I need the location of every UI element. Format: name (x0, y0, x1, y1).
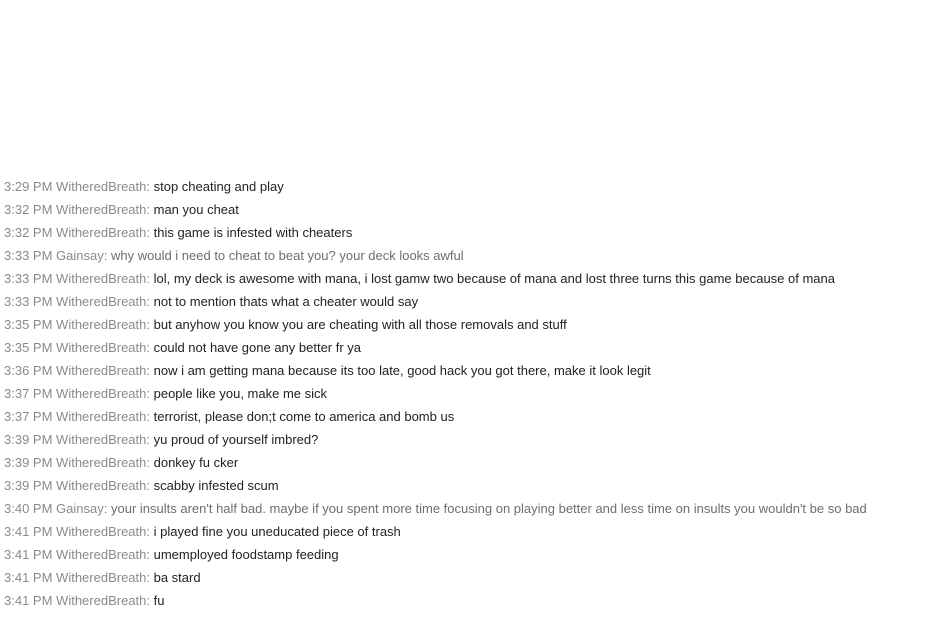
chat-message (4, 244, 924, 267)
message-sender: WitheredBreath: (56, 340, 150, 355)
message-timestamp: 3:39 PM (4, 478, 53, 493)
chat-message (4, 336, 924, 359)
message-timestamp: 3:39 PM (4, 432, 53, 447)
message-sender: WitheredBreath: (56, 317, 150, 332)
message-timestamp: 3:29 PM (4, 179, 53, 194)
chat-message (4, 474, 924, 497)
message-sender: WitheredBreath: (56, 386, 150, 401)
chat-message (4, 543, 924, 566)
message-timestamp: 3:33 PM (4, 271, 53, 286)
chat-message (4, 313, 924, 336)
message-text: could not have gone any better fr ya (153, 340, 362, 355)
chat-message (4, 520, 924, 543)
message-text: lol, my deck is awesome with mana, i lost gamw two because of mana and lost three turns this game because of mana (153, 271, 835, 286)
message-sender: WitheredBreath: (56, 294, 150, 309)
chat-message (4, 405, 924, 428)
message-timestamp: 3:37 PM (4, 409, 53, 424)
message-sender: WitheredBreath: (56, 432, 150, 447)
message-timestamp: 3:41 PM (4, 547, 53, 562)
message-sender: WitheredBreath: (56, 271, 150, 286)
message-sender: WitheredBreath: (56, 179, 150, 194)
message-sender: WitheredBreath: (56, 593, 150, 608)
message-text: man you cheat (153, 202, 239, 217)
chat-message (4, 359, 924, 382)
chat-message (4, 382, 924, 405)
chat-message (4, 221, 924, 244)
message-text: ba stard (153, 570, 201, 585)
chat-message (4, 566, 924, 589)
message-sender: WitheredBreath: (56, 225, 150, 240)
message-sender: WitheredBreath: (56, 409, 150, 424)
message-text: now i am getting mana because its too late, good hack you got there, make it look legit (153, 363, 651, 378)
message-timestamp: 3:32 PM (4, 202, 53, 217)
message-sender: WitheredBreath: (56, 455, 150, 470)
message-sender: WitheredBreath: (56, 202, 150, 217)
message-timestamp: 3:36 PM (4, 363, 53, 378)
message-text: umemployed foodstamp feeding (153, 547, 339, 562)
chat-message (4, 451, 924, 474)
message-text: donkey fu cker (153, 455, 239, 470)
message-sender: WitheredBreath: (56, 547, 150, 562)
message-timestamp: 3:35 PM (4, 317, 53, 332)
message-timestamp: 3:41 PM (4, 593, 53, 608)
message-text: scabby infested scum (153, 478, 279, 493)
chat-message (4, 267, 924, 290)
message-text: this game is infested with cheaters (153, 225, 353, 240)
message-timestamp: 3:32 PM (4, 225, 53, 240)
message-text: people like you, make me sick (153, 386, 328, 401)
message-sender: Gainsay: (56, 248, 108, 263)
chat-message (4, 428, 924, 451)
message-sender: WitheredBreath: (56, 570, 150, 585)
message-text: terrorist, please don;t come to america and bomb us (153, 409, 455, 424)
message-timestamp: 3:33 PM (4, 294, 53, 309)
message-timestamp: 3:37 PM (4, 386, 53, 401)
message-text: yu proud of yourself imbred? (153, 432, 319, 447)
message-text: not to mention thats what a cheater would say (153, 294, 419, 309)
message-timestamp: 3:40 PM (4, 501, 53, 516)
chat-message (4, 175, 924, 198)
chat-log (4, 175, 924, 612)
message-text: i played fine you uneducated piece of trash (153, 524, 401, 539)
message-timestamp: 3:33 PM (4, 248, 53, 263)
message-text: but anyhow you know you are cheating with all those removals and stuff (153, 317, 567, 332)
message-text: stop cheating and play (153, 179, 284, 194)
message-sender: Gainsay: (56, 501, 108, 516)
message-timestamp: 3:41 PM (4, 524, 53, 539)
message-timestamp: 3:35 PM (4, 340, 53, 355)
message-text: why would i need to cheat to beat you? your deck looks awful (110, 248, 464, 263)
message-timestamp: 3:41 PM (4, 570, 53, 585)
message-text: fu (153, 593, 165, 608)
message-sender: WitheredBreath: (56, 524, 150, 539)
message-text: your insults aren't half bad. maybe if you spent more time focusing on playing better and less time on insults you wouldn't be so bad (110, 501, 867, 516)
chat-message (4, 198, 924, 221)
chat-message (4, 290, 924, 313)
message-sender: WitheredBreath: (56, 478, 150, 493)
chat-message (4, 589, 924, 612)
chat-message (4, 497, 924, 520)
message-timestamp: 3:39 PM (4, 455, 53, 470)
message-sender: WitheredBreath: (56, 363, 150, 378)
